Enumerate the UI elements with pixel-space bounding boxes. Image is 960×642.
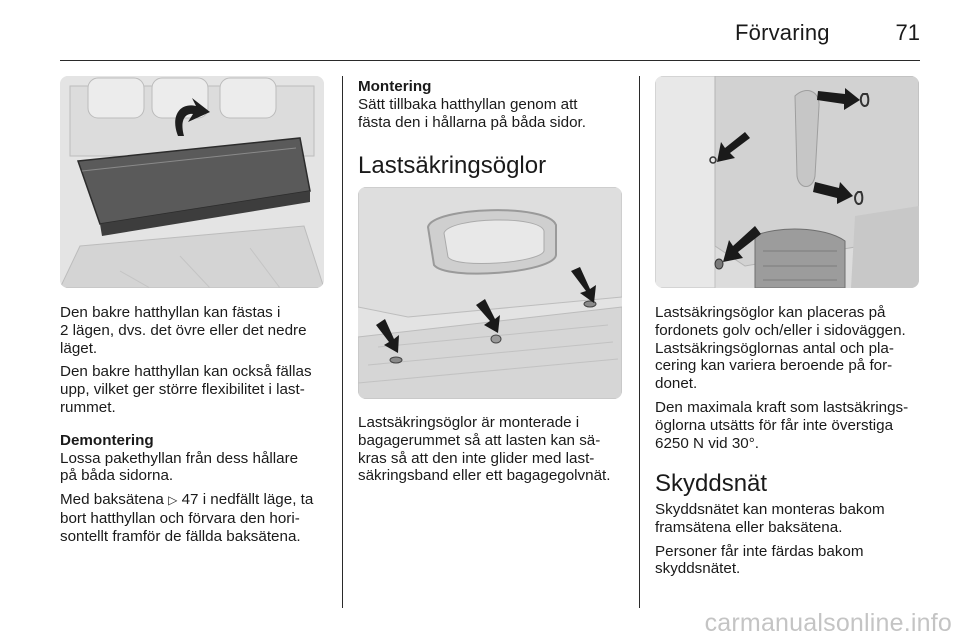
cargo-eyes-floor-illustration: [358, 187, 622, 399]
paragraph-line: öglorna utsätts för får inte överstiga: [655, 416, 894, 434]
paragraph-line: Lastsäkringsöglor är monterade i: [358, 414, 580, 431]
watermark: carmanualsonline.info: [704, 609, 952, 637]
paragraph-line: cering kan variera beroende på for-: [655, 357, 893, 375]
text-segment: i nedfällt läge, ta: [202, 491, 314, 509]
paragraph-line: läget.: [60, 339, 98, 357]
column-2-top-text: [358, 78, 630, 131]
column-3-skyddsnat-text: [655, 501, 927, 578]
column-2-bottom-text: [358, 414, 630, 485]
column-1-text: [60, 304, 332, 546]
header-divider: [60, 60, 920, 61]
column-divider-2: [639, 76, 640, 608]
paragraph-line: Den maximala kraft som lastsäkrings-: [655, 398, 909, 416]
column-divider-1: [342, 76, 343, 608]
parcel-shelf-illustration: [60, 76, 324, 288]
paragraph-line: rummet.: [60, 398, 116, 416]
paragraph-line: Skyddsnätet kan monteras bakom: [655, 501, 885, 518]
demontering-heading: Demontering: [60, 431, 154, 449]
paragraph-line: sontellt framför de fällda baksätena.: [60, 527, 301, 545]
column-3-text: [655, 304, 927, 452]
skyddsnat-heading: Skyddsnät: [655, 470, 768, 497]
paragraph-line: framsätena eller baksätena.: [655, 518, 843, 536]
paragraph-line: skyddsnätet.: [655, 560, 741, 578]
montering-heading: Montering: [358, 78, 432, 95]
paragraph-line: upp, vilket ger större flexibilitet i last-: [60, 381, 305, 399]
paragraph-line: kras så att den inte glider med last-: [358, 449, 595, 467]
page-number: 71: [895, 20, 920, 45]
paragraph-line: Lastsäkringsöglor kan placeras på: [655, 304, 886, 321]
paragraph-line: 6250 N vid 30°.: [655, 434, 760, 452]
paragraph-line: bort hatthyllan och förvara den hori-: [60, 509, 300, 527]
cargo-eyes-sidewall-illustration: [655, 76, 919, 288]
paragraph-line: Den bakre hatthyllan kan fästas i: [60, 304, 281, 321]
paragraph-line: [60, 491, 332, 510]
reference-arrow-icon: ▷: [168, 493, 178, 508]
paragraph-line: fästa den i hållarna på båda sidor.: [358, 113, 586, 131]
paragraph-line: säkringsband eller ett bagagegolvnät.: [358, 467, 611, 485]
paragraph-line: på båda sidorna.: [60, 467, 174, 485]
paragraph-line: fordonets golv och/eller i sidoväggen.: [655, 321, 906, 339]
text-segment: Med baksätena: [60, 491, 164, 509]
page-reference-link[interactable]: 47: [181, 491, 199, 509]
paragraph-line: Personer får inte färdas bakom: [655, 542, 864, 560]
paragraph-line: Lastsäkringsöglornas antal och pla-: [655, 339, 894, 357]
lastsakringsoglor-heading: Lastsäkringsöglor: [358, 152, 547, 179]
paragraph-line: bagagerummet så att lasten kan sä-: [358, 431, 601, 449]
section-title: Förvaring: [735, 20, 830, 45]
paragraph-line: 2 lägen, dvs. det övre eller det nedre: [60, 321, 307, 339]
paragraph-line: Den bakre hatthyllan kan också fällas: [60, 363, 312, 381]
paragraph-line: Sätt tillbaka hatthyllan genom att: [358, 95, 578, 113]
paragraph-line: Lossa pakethyllan från dess hållare: [60, 449, 299, 467]
paragraph-line: donet.: [655, 375, 698, 393]
